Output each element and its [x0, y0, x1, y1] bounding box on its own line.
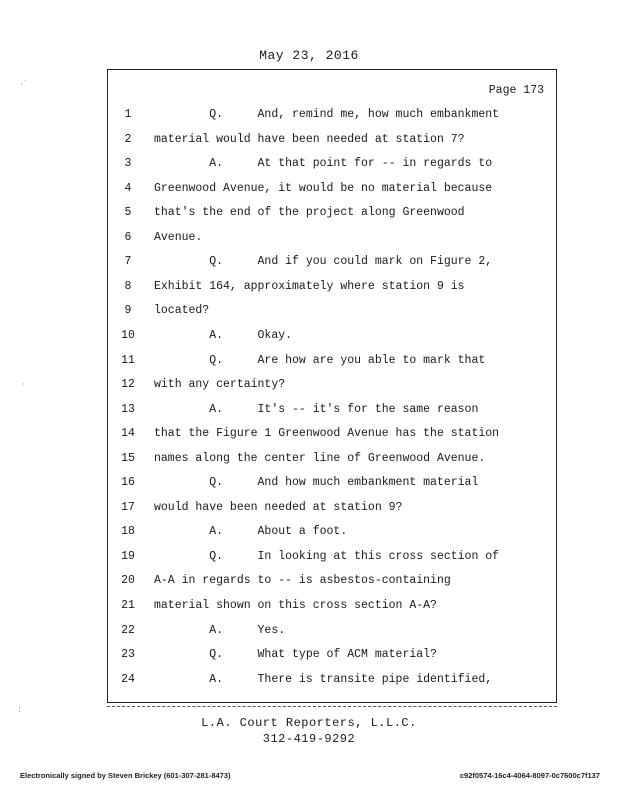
- transcript-line: [108, 329, 556, 345]
- transcript-line: [108, 452, 556, 468]
- transcript-line: [108, 501, 556, 517]
- line-number: 10: [121, 328, 135, 342]
- line-text: A. About a foot.: [154, 525, 348, 539]
- line-number: 6: [124, 230, 132, 244]
- document-hash: c92f0574-16c4-4064-8097-0c7600c7f137: [459, 771, 600, 780]
- reporter-company: L.A. Court Reporters, L.L.C.: [201, 716, 417, 730]
- line-text: Q. And if you could mark on Figure 2,: [154, 255, 493, 269]
- transcript-line: [108, 525, 556, 541]
- line-text: A. There is transite pipe identified,: [154, 672, 493, 686]
- line-number: 9: [124, 304, 132, 318]
- line-number: 22: [121, 623, 135, 637]
- transcript-line: [108, 574, 556, 590]
- line-number: 13: [121, 402, 135, 416]
- transcript-line: [108, 304, 556, 320]
- line-number: 12: [121, 378, 135, 392]
- transcript-line: [108, 673, 556, 689]
- line-text: Q. What type of ACM material?: [154, 648, 437, 662]
- line-text: Greenwood Avenue, it would be no material because: [154, 181, 493, 195]
- line-text: would have been needed at station 9?: [154, 500, 403, 514]
- line-text: Exhibit 164, approximately where station 9 is: [154, 279, 465, 293]
- electronic-signature: Electronically signed by Steven Brickey (601-307-281-8473): [20, 771, 231, 780]
- transcript-line: [108, 133, 556, 149]
- line-number: 11: [121, 353, 135, 367]
- line-text: Avenue.: [154, 230, 203, 244]
- line-number: 19: [121, 549, 135, 563]
- transcript-line: [108, 206, 556, 222]
- page-number-label: Page 173: [488, 84, 544, 97]
- line-number: 4: [124, 181, 132, 195]
- line-number: 16: [121, 476, 135, 490]
- line-text: that the Figure 1 Greenwood Avenue has the station: [154, 427, 500, 441]
- line-text: that's the end of the project along Greenwood: [154, 206, 465, 220]
- line-text: A. It's -- it's for the same reason: [154, 402, 479, 416]
- transcript-line: [108, 182, 556, 198]
- transcript-line: [108, 403, 556, 419]
- line-text: Q. Are how are you able to mark that: [154, 353, 486, 367]
- line-text: Q. And, remind me, how much embankment: [154, 108, 500, 121]
- transcript-line: [108, 550, 556, 566]
- line-number: 7: [124, 255, 132, 269]
- line-text: A. At that point for -- in regards to: [154, 157, 493, 171]
- line-number: 15: [121, 451, 135, 465]
- line-text: with any certainty?: [154, 378, 286, 392]
- reporter-phone: 312-419-9292: [262, 732, 356, 746]
- transcript-line: [108, 255, 556, 271]
- transcript-line: [108, 378, 556, 394]
- line-number: 17: [121, 500, 135, 514]
- line-number: 8: [124, 279, 132, 293]
- header-date: May 23, 2016: [259, 48, 359, 63]
- line-number: 3: [124, 157, 132, 171]
- line-number: 18: [121, 525, 135, 539]
- line-text: Q. In looking at this cross section of: [154, 549, 500, 563]
- scan-speck: ·: [22, 380, 25, 390]
- transcript-line: [108, 427, 556, 443]
- line-text: A. Okay.: [154, 328, 293, 342]
- line-number: 20: [121, 574, 135, 588]
- transcript-line: [108, 354, 556, 370]
- scan-speck: :: [18, 705, 22, 715]
- line-text: material would have been needed at station 7?: [154, 132, 465, 146]
- transcript-line: [108, 108, 556, 124]
- line-text: A-A in regards to -- is asbestos-containing: [154, 574, 451, 588]
- transcript-page-box: [107, 69, 557, 703]
- line-number: 23: [121, 648, 135, 662]
- transcript-line: [108, 231, 556, 247]
- line-number: 2: [124, 132, 132, 146]
- scan-speck: ·˙: [20, 80, 28, 90]
- transcript-line: [108, 280, 556, 296]
- line-number: 24: [121, 672, 135, 686]
- line-text: A. Yes.: [154, 623, 286, 637]
- line-number: 1: [124, 108, 132, 121]
- line-text: located?: [154, 304, 210, 318]
- transcript-line: [108, 157, 556, 173]
- line-text: names along the center line of Greenwood Avenue.: [154, 451, 486, 465]
- transcript-line: [108, 624, 556, 640]
- line-number: 5: [124, 206, 132, 220]
- transcript-line: [108, 599, 556, 615]
- line-number: 21: [121, 599, 135, 612]
- line-number: 14: [121, 427, 135, 441]
- page-divider: [107, 706, 557, 707]
- line-text: Q. And how much embankment material: [154, 476, 479, 490]
- transcript-line: [108, 476, 556, 492]
- line-text: material shown on this cross section A-A?: [154, 599, 437, 612]
- transcript-line: [108, 648, 556, 664]
